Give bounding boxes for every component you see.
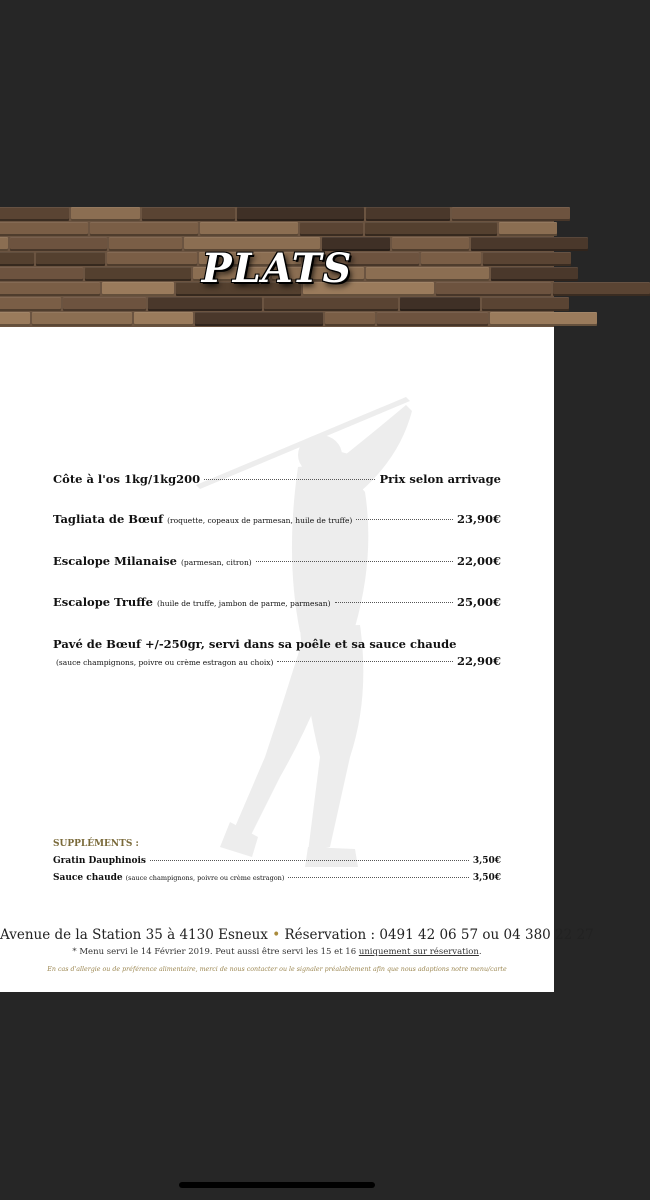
footer-note (0, 947, 554, 957)
menu-item-desc: (roquette, copeaux de parmesan, huile de truffe) (167, 516, 353, 525)
leader-dots (277, 661, 453, 662)
wood-plank (134, 312, 193, 326)
menu-item-name: Côte à l'os 1kg/1kg200 (53, 472, 201, 486)
footer-contact (0, 927, 594, 943)
wood-plank (482, 297, 569, 311)
footer-address: Avenue de la Station 35 à 4130 Esneux (0, 927, 268, 943)
leader-dots (356, 519, 453, 520)
menu-item-price: 22,90€ (456, 654, 501, 668)
wood-plank (90, 222, 198, 236)
wood-plank (325, 312, 375, 326)
wood-plank (0, 207, 69, 221)
menu-item (53, 512, 501, 526)
menu-item (53, 637, 501, 668)
menu-item-name: Pavé de Bœuf +/-250gr, servi dans sa poêle et sa sauce chaude (53, 637, 457, 651)
menu-item-desc: (parmesan, citron) (180, 558, 252, 567)
menu-item-name: Escalope Milanaise (53, 554, 177, 568)
leader-dots (335, 602, 453, 603)
section-title: PLATS (201, 245, 353, 292)
leader-dots (204, 479, 375, 480)
wood-plank (0, 222, 88, 236)
wood-plank (195, 312, 323, 326)
wood-plank (499, 222, 557, 236)
leader-dots (150, 860, 469, 861)
supplement-item (53, 873, 501, 883)
wood-plank (32, 312, 132, 326)
wood-plank (142, 207, 235, 221)
wood-banner (0, 207, 554, 327)
footer-note-link: uniquement sur réservation (358, 947, 479, 957)
leader-dots (256, 561, 453, 562)
footer-allergy-note: En cas d'allergie ou de préférence alimentaire, merci de nous contacter ou le signaler préalablement afin que nous adaptions notre menu/carte (47, 966, 507, 973)
menu-item-price: 22,00€ (456, 554, 501, 568)
footer-separator: • (272, 927, 281, 943)
wood-plank (71, 207, 140, 221)
wood-plank (300, 222, 363, 236)
wood-plank (377, 312, 488, 326)
wood-plank (490, 312, 597, 326)
wood-plank (553, 282, 650, 296)
menu-item (53, 554, 501, 568)
wood-plank (365, 222, 497, 236)
menu-item-name: Escalope Truffe (53, 595, 153, 609)
menu-item-price: 23,90€ (456, 512, 501, 526)
menu-page (0, 327, 594, 992)
wood-plank (0, 297, 61, 311)
menu-item-price: 25,00€ (456, 595, 501, 609)
supplement-name: Gratin Dauphinois (53, 856, 146, 866)
wood-plank (400, 297, 480, 311)
menu-item-name: Tagliata de Bœuf (53, 512, 164, 526)
wood-plank (237, 207, 364, 221)
supplement-price: 3,50€ (472, 856, 501, 866)
menu-item-desc: (huile de truffe, jambon de parme, parmesan) (157, 599, 331, 608)
wood-plank (0, 312, 30, 326)
wood-plank (366, 207, 450, 221)
wood-plank (63, 297, 146, 311)
footer-note-suffix: . (478, 947, 482, 957)
menu-item-detail-line (53, 654, 501, 668)
menu-item (53, 472, 501, 486)
footer-note-prefix: * Menu servi le 14 Février 2019. Peut aussi être servi les 15 et 16 (72, 947, 357, 957)
supplements-title: SUPPLÉMENTS : (53, 839, 139, 849)
supplement-price: 3,50€ (472, 873, 501, 883)
home-indicator (179, 1182, 375, 1188)
wood-plank (452, 207, 570, 221)
supplement-desc: (sauce champignons, poivre ou crème estragon) (125, 874, 285, 882)
menu-item (53, 595, 501, 609)
wood-plank (148, 297, 262, 311)
leader-dots (288, 877, 468, 878)
menu-item-price: Prix selon arrivage (379, 472, 501, 486)
footer-reservation: Réservation : 0491 42 06 57 ou 04 380 22 27 (284, 927, 594, 943)
wood-plank (264, 297, 398, 311)
supplement-item (53, 856, 501, 866)
wood-plank (200, 222, 298, 236)
menu-item-desc: (sauce champignons, poivre ou crème estragon au choix) (56, 658, 274, 667)
supplement-name: Sauce chaude (53, 873, 123, 883)
